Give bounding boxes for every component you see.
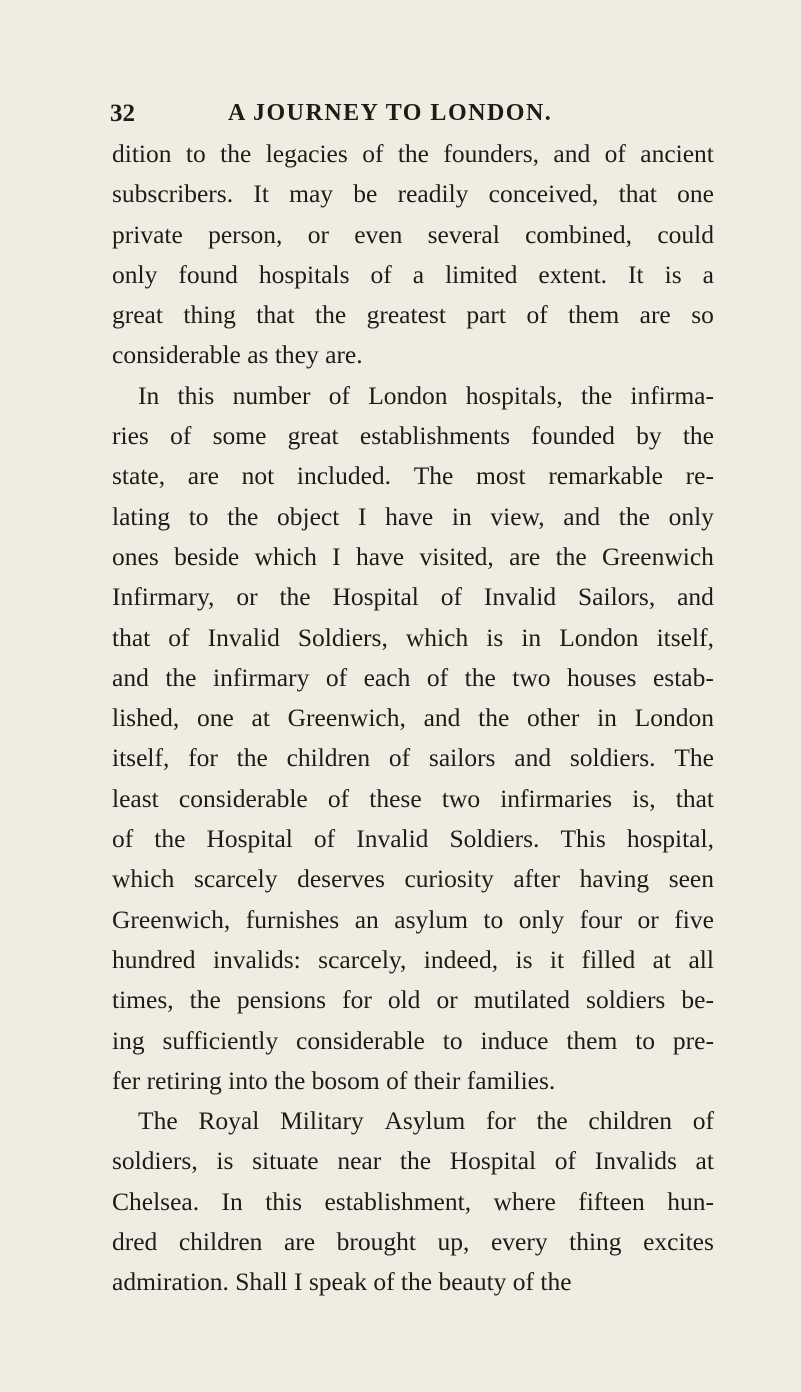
text-line: lating to the object I have in view, and the only bbox=[112, 501, 714, 531]
running-title: A JOURNEY TO LONDON. bbox=[228, 100, 553, 126]
text-line: Greenwich, furnishes an asylum to only four or five bbox=[112, 904, 714, 934]
page-number: 32 bbox=[110, 100, 135, 127]
text-line: itself, for the children of sailors and soldiers. The bbox=[112, 743, 714, 773]
text-line: private person, or even several combined, could bbox=[112, 219, 714, 249]
text-line: considerable as they are. bbox=[112, 340, 363, 370]
text-line: great thing that the greatest part of them are so bbox=[112, 300, 714, 330]
text-line: In this number of London hospitals, the infirma- bbox=[138, 380, 714, 410]
text-line: ries of some great establishments founded by the bbox=[112, 421, 714, 451]
text-line: and the infirmary of each of the two houses estab- bbox=[112, 662, 714, 692]
text-line: ones beside which I have visited, are the Greenwich bbox=[112, 541, 714, 571]
text-line: Infirmary, or the Hospital of Invalid Sailors, and bbox=[112, 582, 714, 612]
text-line: fer retiring into the bosom of their families. bbox=[112, 1065, 556, 1095]
text-line: least considerable of these two infirmaries is, that bbox=[112, 783, 714, 813]
text-line: dition to the legacies of the founders, and of ancient bbox=[112, 139, 714, 168]
text-line: admiration. Shall I speak of the beauty of the bbox=[112, 1267, 572, 1297]
text-line: state, are not included. The most remarkable re- bbox=[112, 461, 714, 491]
text-line: The Royal Military Asylum for the children of bbox=[138, 1106, 714, 1136]
body-text bbox=[112, 134, 714, 1303]
text-line: dred children are brought up, every thing excites bbox=[112, 1227, 714, 1257]
text-line: of the Hospital of Invalid Soldiers. This hospital, bbox=[112, 824, 714, 854]
text-line: which scarcely deserves curiosity after having seen bbox=[112, 864, 714, 894]
text-line: only found hospitals of a limited extent. It is a bbox=[112, 259, 714, 289]
text-line: hundred invalids: scarcely, indeed, is it filled at all bbox=[112, 944, 714, 974]
text-line: subscribers. It may be readily conceived, that one bbox=[112, 179, 714, 209]
text-line: lished, one at Greenwich, and the other in London bbox=[112, 703, 714, 733]
text-line: ing sufficiently considerable to induce them to pre- bbox=[112, 1025, 714, 1055]
text-line: soldiers, is situate near the Hospital of Invalids at bbox=[112, 1146, 714, 1176]
text-line: that of Invalid Soldiers, which is in London itself, bbox=[112, 622, 714, 652]
text-line: Chelsea. In this establishment, where fifteen hun- bbox=[112, 1186, 714, 1216]
page-header bbox=[110, 100, 710, 130]
text-line: times, the pensions for old or mutilated soldiers be- bbox=[112, 985, 714, 1015]
